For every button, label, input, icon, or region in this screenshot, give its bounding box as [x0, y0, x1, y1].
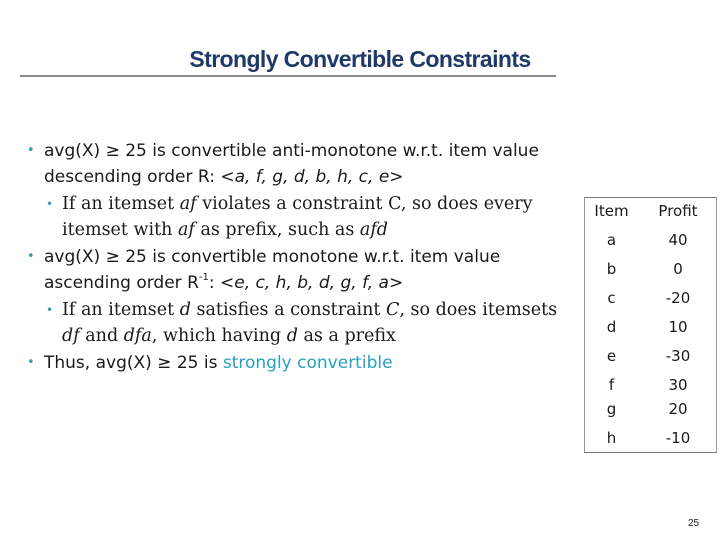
- bullet-dot-icon: •: [27, 355, 35, 370]
- bullet-2-sub: [25, 297, 580, 349]
- cell-item: c: [607, 289, 616, 307]
- bullet-2-order: e, c, h, b, d, g, f, a: [234, 273, 389, 293]
- sub1-text-3: as prefix, such as: [194, 220, 360, 240]
- slide-title: Strongly Convertible Constraints: [189, 46, 531, 72]
- bullet-2: [25, 244, 580, 296]
- sub2-text-5: , which having: [151, 326, 287, 346]
- sub2-italic-5: d: [286, 326, 298, 346]
- table-row: [584, 226, 717, 255]
- cell-item: d: [606, 318, 617, 336]
- bullet-2-text: avg(X) ≥ 25 is convertible monotone w.r.t. item value ascending order R: [44, 247, 501, 293]
- sub2-text-2: satisfies a constraint: [190, 300, 386, 320]
- cell-item: f: [608, 376, 615, 394]
- profit-table: [584, 197, 717, 453]
- title-underline: [20, 75, 556, 77]
- table-row: [584, 284, 717, 313]
- sub2-italic-1: d: [179, 300, 191, 320]
- table-row: [584, 424, 717, 453]
- sub2-text-3: , so does itemsets: [399, 300, 558, 320]
- sub2-italic-2: C: [385, 300, 400, 320]
- cell-item: g: [606, 400, 617, 418]
- cell-profit: -20: [665, 289, 691, 307]
- header-profit: Profit: [658, 202, 698, 220]
- cell-profit: 0: [673, 260, 683, 278]
- cell-item: b: [606, 260, 617, 278]
- table-row: [584, 313, 717, 342]
- header-item: Item: [594, 202, 629, 220]
- cell-profit: 20: [668, 400, 688, 418]
- bullet-2-superscript: -1: [198, 272, 209, 284]
- sub2-italic-4: dfa: [123, 326, 152, 346]
- bullet-dot-icon: •: [27, 143, 35, 158]
- bullet-list: [25, 138, 580, 377]
- table-row: [584, 395, 717, 424]
- table-row: [584, 255, 717, 284]
- sub-bullet-dot-icon: •: [46, 197, 54, 211]
- sub-bullet-dot-icon: •: [46, 303, 54, 317]
- bullet-3: [25, 350, 580, 376]
- sub2-text-6: as a prefix: [297, 326, 396, 346]
- cell-item: a: [606, 231, 617, 249]
- sub2-text-4: and: [79, 326, 124, 346]
- sub2-italic-3: df: [62, 326, 80, 346]
- cell-profit: -10: [665, 429, 691, 447]
- bullet-3-text: Thus, avg(X) ≥ 25 is: [44, 353, 223, 373]
- bullet-3-highlight: strongly convertible: [222, 353, 393, 373]
- page-number: 25: [688, 518, 700, 529]
- bullet-1-order: a, f, g, d, b, h, c, e: [234, 167, 390, 187]
- bullet-1-close: >: [389, 167, 404, 187]
- cell-item: e: [606, 347, 617, 365]
- sub1-text-1: If an itemset: [62, 194, 180, 214]
- table-row: [584, 342, 717, 371]
- sub1-italic-3: afd: [359, 220, 389, 240]
- sub1-italic-1: af: [179, 194, 197, 214]
- sub2-text-1: If an itemset: [62, 300, 180, 320]
- sub1-text-2: violates a constraint C, so does every itemset with: [62, 194, 533, 240]
- bullet-dot-icon: •: [27, 249, 35, 264]
- cell-profit: -30: [665, 347, 691, 365]
- table-header-row: [584, 197, 717, 226]
- sub1-italic-2: af: [177, 220, 195, 240]
- bullet-2-close: >: [388, 273, 404, 293]
- cell-profit: 40: [668, 231, 688, 249]
- bullet-2-mid: : <: [208, 273, 235, 293]
- bullet-1-sub: [25, 191, 580, 243]
- cell-profit: 10: [668, 318, 688, 336]
- bullet-1-text: avg(X) ≥ 25 is convertible anti-monotone w.r.t. item value descending order R: <: [44, 141, 539, 187]
- bullet-1: [25, 138, 580, 190]
- cell-profit: 30: [668, 376, 688, 394]
- cell-item: h: [606, 429, 617, 447]
